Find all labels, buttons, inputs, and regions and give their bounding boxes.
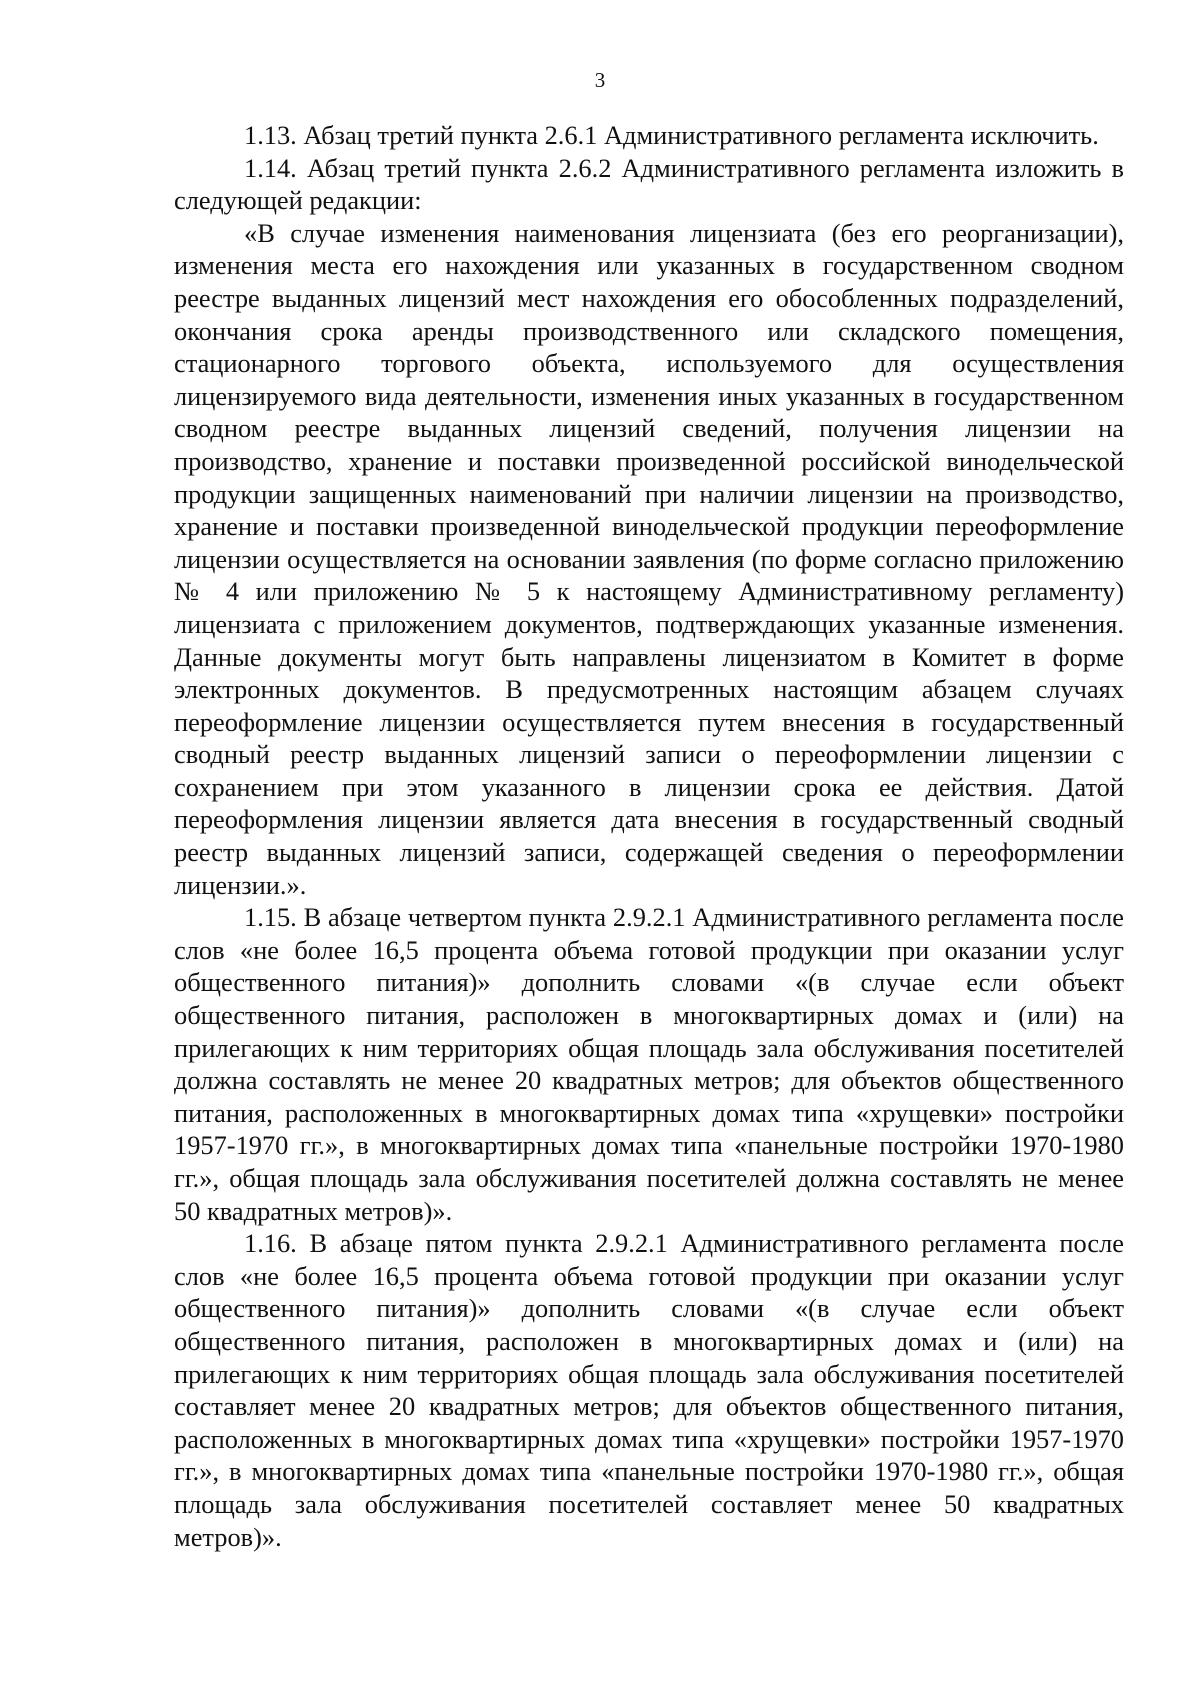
paragraph-1-16: 1.16. В абзаце пятом пункта 2.9.2.1 Административного регламента после слов «не более 16,5 процента объема готовой продукции при оказании услуг общественного питания)» дополнить словами «(в случае если объект общественного питания, расположен в многоквартирных домах и (или) на прилегающих к ним территориях общая площадь зала обслуживания посетителей составляет менее 20 квадратных метров; для объектов общественного питания, расположенных в многоквартирных домах типа «хрущевки» постройки 1957-1970 гг.», в многоквартирных домах типа «панельные постройки 1970-1980 гг.», общая площадь зала обслуживания посетителей составляет менее 50 квадратных метров)». [174,1228,1124,1552]
paragraph-1-14: 1.14. Абзац третий пункта 2.6.2 Административного регламента изложить в следующей редакции: [174,152,1124,216]
page-number: 3 [594,68,606,92]
paragraph-quoted-amendment: «В случае изменения наименования лицензиата (без его реорганизации), изменения места его нахождения или указанных в государственном сводном реестре выданных лицензий мест нахождения его обособленных подразделений, окончания срока аренды производственного или складского помещения, стационарного торгового объекта, используемого для осуществления лицензируемого вида деятельности, изменения иных указанных в государственном сводном реестре выданных лицензий сведений, получения лицензии на производство, хранение и поставки произведенной российской винодельческой продукции защищенных наименований при наличии лицензии на производство, хранение и поставки произведенной винодельческой продукции переоформление лицензии осуществляется на основании заявления (по форме согласно приложению № 4 или приложению № 5 к настоящему Административному регламенту) лицензиата с приложением документов, подтверждающих указанные изменения. Данные документы могут быть направлены лицензиатом в Комитет в форме электронных документов. В предусмотренных настоящим абзацем случаях переоформление лицензии осуществляется путем внесения в государственный сводный реестр выданных лицензий записи о переоформлении лицензии с сохранением при этом указанного в лицензии срока ее действия. Датой переоформления лицензии является дата внесения в государственный сводный реестр выданных лицензий записи, содержащей сведения о переоформлении лицензии.». [174,217,1124,900]
paragraph-1-15: 1.15. В абзаце четвертом пункта 2.9.2.1 Административного регламента после слов «не более 16,5 процента объема готовой продукции при оказании услуг общественного питания)» дополнить словами «(в случае если объект общественного питания, расположен в многоквартирных домах и (или) на прилегающих к ним территориях общая площадь зала обслуживания посетителей должна составлять не менее 20 квадратных метров; для объектов общественного питания, расположенных в многоквартирных домах типа «хрущевки» постройки 1957-1970 гг.», в многоквартирных домах типа «панельные постройки 1970-1980 гг.», общая площадь зала обслуживания посетителей должна составлять не менее 50 квадратных метров)». [174,902,1124,1226]
paragraph-1-13: 1.13. Абзац третий пункта 2.6.1 Административного регламента исключить. [244,120,1099,150]
document-body [174,119,1124,1553]
